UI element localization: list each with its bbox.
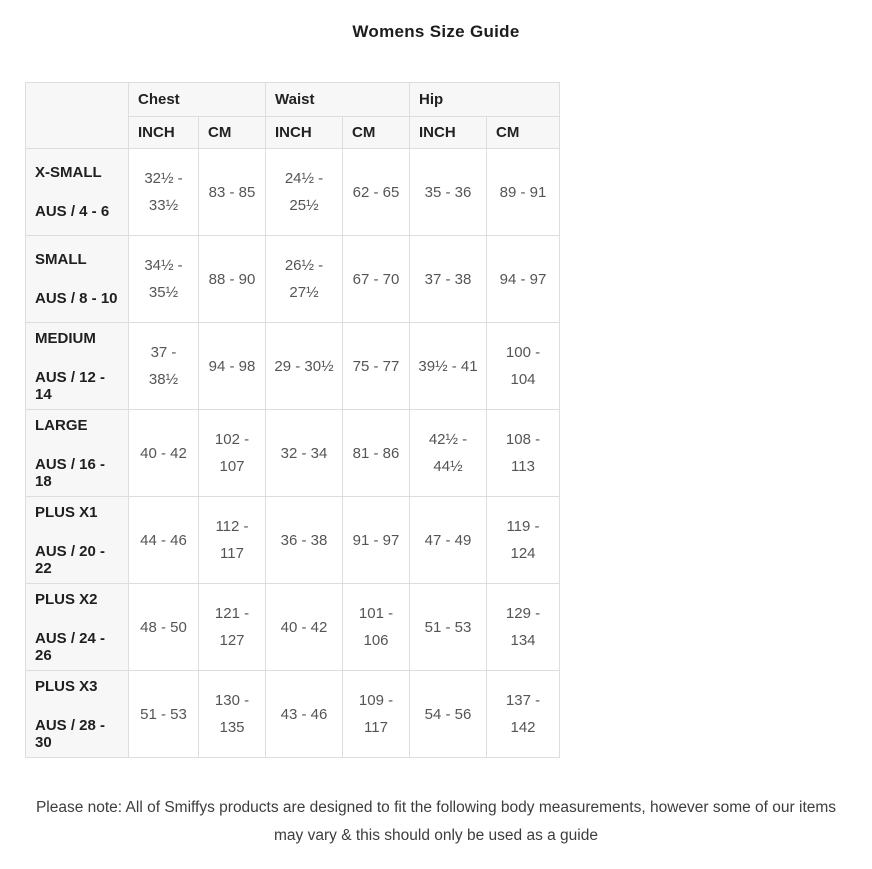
table-row	[26, 323, 560, 410]
table-row	[26, 497, 560, 584]
measurement-cell: 102 - 107	[199, 410, 266, 497]
size-table-body	[26, 149, 560, 758]
measurement-cell: 37 - 38½	[129, 323, 199, 410]
aus-size: AUS / 12 - 14	[35, 368, 106, 403]
measurement-cell: 37 - 38	[410, 236, 487, 323]
measurement-cell: 34½ - 35½	[129, 236, 199, 323]
unit-header-waist-cm: CM	[343, 117, 410, 149]
measurement-cell: 47 - 49	[410, 497, 487, 584]
size-label-cell	[26, 236, 129, 323]
size-label-cell	[26, 149, 129, 236]
unit-header-hip-cm: CM	[487, 117, 560, 149]
column-group-header-row	[26, 83, 560, 117]
aus-size: AUS / 24 - 26	[35, 629, 106, 664]
disclaimer-note-line-1: Please note: All of Smiffys products are designed to fit the following body measurements, however some of our items	[35, 799, 837, 816]
measurement-cell: 39½ - 41	[410, 323, 487, 410]
measurement-cell: 109 - 117	[343, 671, 410, 758]
column-group-hip: Hip	[410, 83, 560, 117]
aus-size: AUS / 8 - 10	[35, 290, 118, 307]
table-row	[26, 149, 560, 236]
measurement-cell: 48 - 50	[129, 584, 199, 671]
unit-header-chest-inch: INCH	[129, 117, 199, 149]
size-name: SMALL	[35, 251, 87, 268]
measurement-cell: 26½ - 27½	[266, 236, 343, 323]
size-name: PLUS X1	[35, 503, 98, 521]
table-row	[26, 410, 560, 497]
unit-header-chest-cm: CM	[199, 117, 266, 149]
size-label-cell	[26, 410, 129, 497]
measurement-cell: 121 - 127	[199, 584, 266, 671]
measurement-cell: 24½ - 25½	[266, 149, 343, 236]
size-guide-table-header	[26, 83, 560, 149]
size-name: MEDIUM	[35, 329, 96, 347]
size-name: PLUS X3	[35, 677, 98, 695]
unit-header-hip-inch: INCH	[410, 117, 487, 149]
column-group-chest: Chest	[129, 83, 266, 117]
measurement-cell: 94 - 98	[199, 323, 266, 410]
measurement-cell: 91 - 97	[343, 497, 410, 584]
measurement-cell: 42½ - 44½	[410, 410, 487, 497]
measurement-cell: 36 - 38	[266, 497, 343, 584]
measurement-cell: 137 - 142	[487, 671, 560, 758]
aus-size: AUS / 4 - 6	[35, 203, 110, 220]
measurement-cell: 32½ - 33½	[129, 149, 199, 236]
table-row	[26, 671, 560, 758]
measurement-cell: 29 - 30½	[266, 323, 343, 410]
measurement-cell: 81 - 86	[343, 410, 410, 497]
size-name: X-SMALL	[35, 164, 102, 181]
corner-empty-cell	[26, 83, 129, 149]
measurement-cell: 62 - 65	[343, 149, 410, 236]
size-label-cell	[26, 584, 129, 671]
measurement-cell: 129 - 134	[487, 584, 560, 671]
size-name: LARGE	[35, 416, 88, 434]
measurement-cell: 54 - 56	[410, 671, 487, 758]
measurement-cell: 88 - 90	[199, 236, 266, 323]
aus-size: AUS / 20 - 22	[35, 542, 106, 577]
aus-size: AUS / 16 - 18	[35, 455, 106, 490]
measurement-cell: 130 - 135	[199, 671, 266, 758]
measurement-cell: 43 - 46	[266, 671, 343, 758]
size-name: PLUS X2	[35, 590, 98, 608]
table-row	[26, 236, 560, 323]
table-row	[26, 584, 560, 671]
measurement-cell: 51 - 53	[410, 584, 487, 671]
measurement-cell: 40 - 42	[129, 410, 199, 497]
page-title: Womens Size Guide	[352, 22, 520, 41]
measurement-cell: 101 - 106	[343, 584, 410, 671]
unit-header-waist-inch: INCH	[266, 117, 343, 149]
measurement-cell: 89 - 91	[487, 149, 560, 236]
measurement-cell: 32 - 34	[266, 410, 343, 497]
measurement-cell: 51 - 53	[129, 671, 199, 758]
column-group-waist: Waist	[266, 83, 410, 117]
measurement-cell: 94 - 97	[487, 236, 560, 323]
measurement-cell: 40 - 42	[266, 584, 343, 671]
measurement-cell: 35 - 36	[410, 149, 487, 236]
measurement-cell: 75 - 77	[343, 323, 410, 410]
measurement-cell: 44 - 46	[129, 497, 199, 584]
size-guide-table	[25, 82, 560, 758]
measurement-cell: 112 - 117	[199, 497, 266, 584]
measurement-cell: 100 - 104	[487, 323, 560, 410]
aus-size: AUS / 28 - 30	[35, 716, 106, 751]
measurement-cell: 119 - 124	[487, 497, 560, 584]
size-label-cell	[26, 497, 129, 584]
size-label-cell	[26, 323, 129, 410]
disclaimer-note-line-2: may vary & this should only be used as a guide	[274, 827, 598, 844]
disclaimer-note	[0, 794, 872, 850]
size-label-cell	[26, 671, 129, 758]
measurement-cell: 108 - 113	[487, 410, 560, 497]
measurement-cell: 67 - 70	[343, 236, 410, 323]
measurement-cell: 83 - 85	[199, 149, 266, 236]
